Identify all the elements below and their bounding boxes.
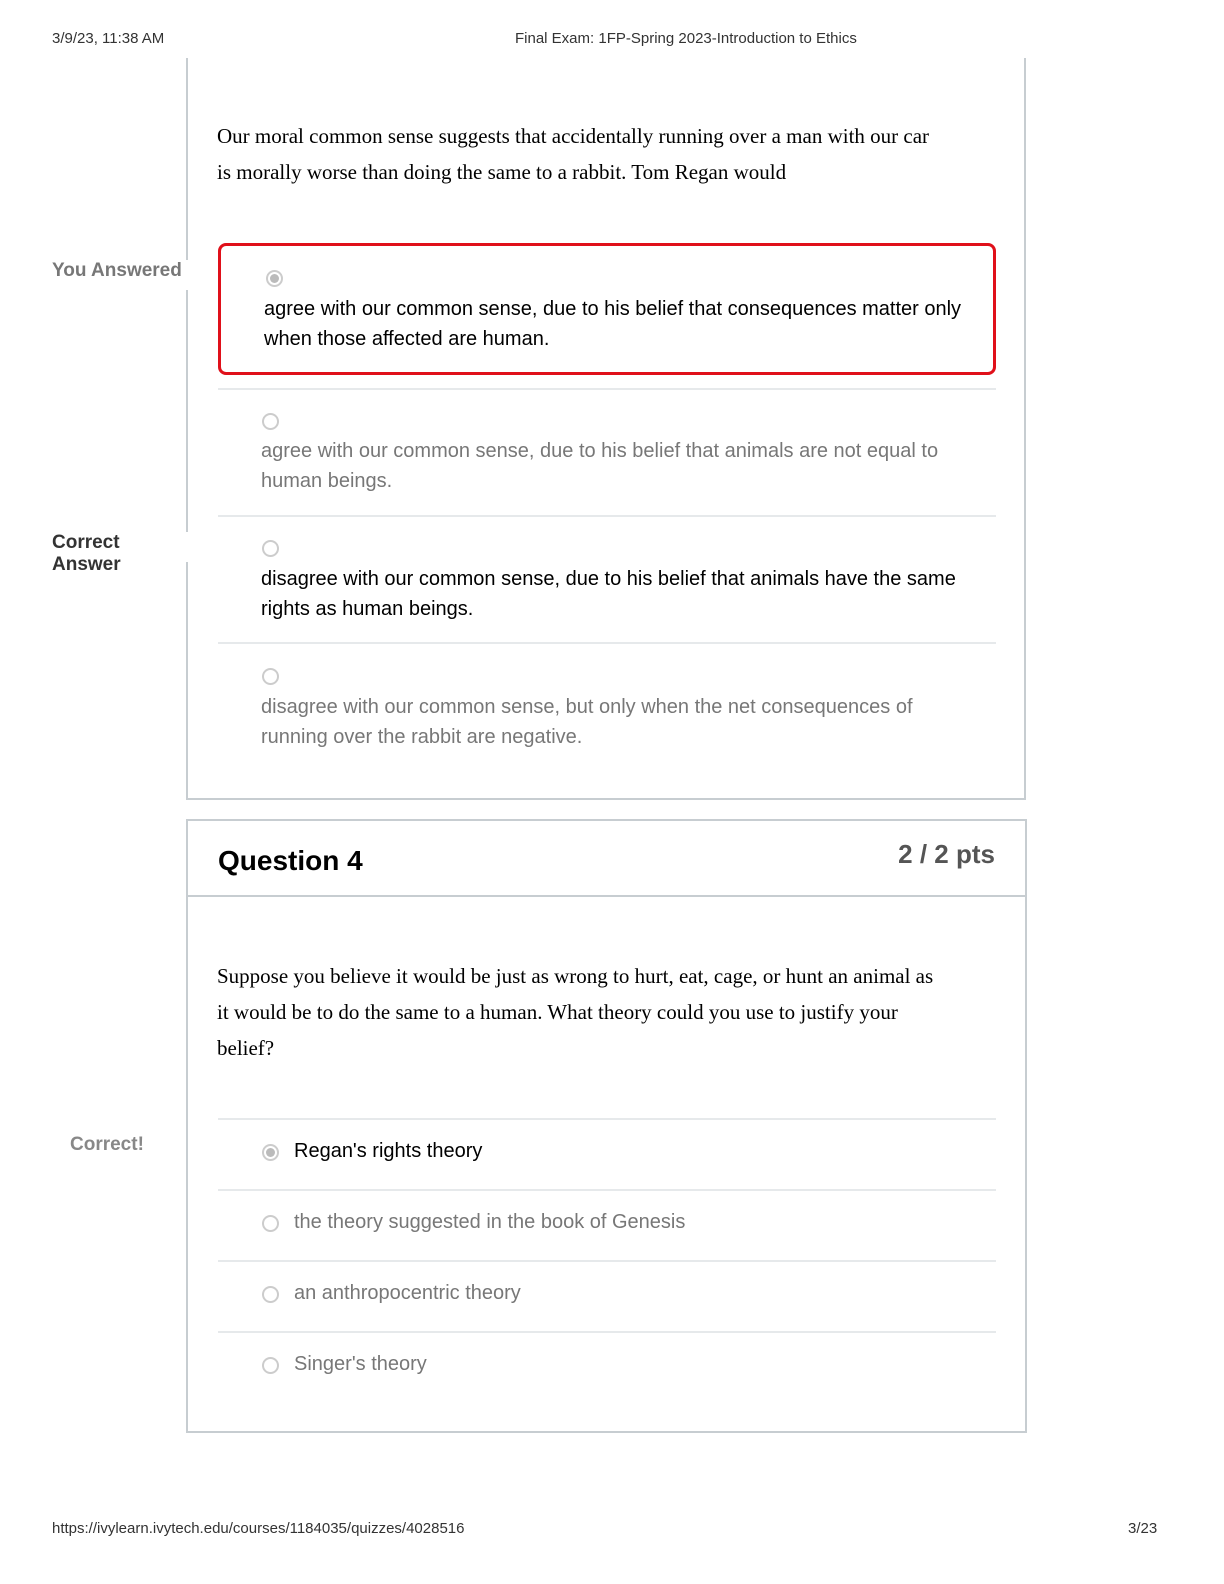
footer-page-number: 3/23 xyxy=(1128,1520,1158,1537)
q3-answer-1-text: agree with our common sense, due to his belief that consequences matter only when those affected are human. xyxy=(264,298,962,350)
q4-option-4-text: Singer's theory xyxy=(294,1353,427,1375)
q4-option-3-text: an anthropocentric theory xyxy=(294,1282,521,1304)
q4-option-2-text: the theory suggested in the book of Genesis xyxy=(294,1211,686,1233)
you-answered-label: You Answered xyxy=(52,260,192,290)
q4-option-1-text: Regan's rights theory xyxy=(294,1140,483,1162)
radio-icon[interactable] xyxy=(262,1286,279,1303)
answer-divider xyxy=(218,515,996,517)
question-4-title: Question 4 xyxy=(218,845,363,876)
question-3-text: Our moral common sense suggests that accidentally running over a man with our car is morally worse than doing the same to a rabbit. Tom Regan would xyxy=(217,124,930,184)
q3-answer-3[interactable] xyxy=(218,528,996,638)
q3-answer-2-text: agree with our common sense, due to his belief that animals are not equal to human beings. xyxy=(261,440,939,492)
q3-answer-2[interactable] xyxy=(218,400,996,510)
q4-option-3[interactable] xyxy=(218,1262,996,1332)
q3-answer-4[interactable] xyxy=(218,656,996,766)
question-4-header xyxy=(188,821,1025,897)
q3-answer-1[interactable] xyxy=(218,243,996,375)
radio-icon[interactable] xyxy=(262,413,279,430)
q4-option-1[interactable] xyxy=(218,1120,996,1190)
print-date: 3/9/23, 11:38 AM xyxy=(52,30,165,47)
answer-divider xyxy=(218,388,996,390)
radio-selected-icon[interactable] xyxy=(262,1144,279,1161)
radio-icon[interactable] xyxy=(262,668,279,685)
answer-divider xyxy=(218,642,996,644)
question-4-text: Suppose you believe it would be just as wrong to hurt, eat, cage, or hunt an animal as it would be to do the same to a human. What theory could you use to justify your belief? xyxy=(217,964,934,1060)
question-4-points: 2 / 2 pts xyxy=(898,839,995,869)
page-title: Final Exam: 1FP-Spring 2023-Introduction to Ethics xyxy=(515,30,857,47)
q4-option-2[interactable] xyxy=(218,1191,996,1261)
q3-answer-3-text: disagree with our common sense, due to his belief that animals have the same rights as human beings. xyxy=(261,568,956,620)
radio-selected-icon[interactable] xyxy=(266,270,283,287)
q3-answer-4-text: disagree with our common sense, but only when the net consequences of running over the rabbit are negative. xyxy=(261,696,913,748)
radio-icon[interactable] xyxy=(262,1357,279,1374)
q4-option-4[interactable] xyxy=(218,1333,996,1403)
radio-icon[interactable] xyxy=(262,1215,279,1232)
correct-label: Correct! xyxy=(70,1134,148,1156)
radio-icon[interactable] xyxy=(262,540,279,557)
correct-answer-label: Correct Answer xyxy=(52,532,196,562)
footer-url: https://ivylearn.ivytech.edu/courses/1184035/quizzes/4028516 xyxy=(52,1520,465,1537)
